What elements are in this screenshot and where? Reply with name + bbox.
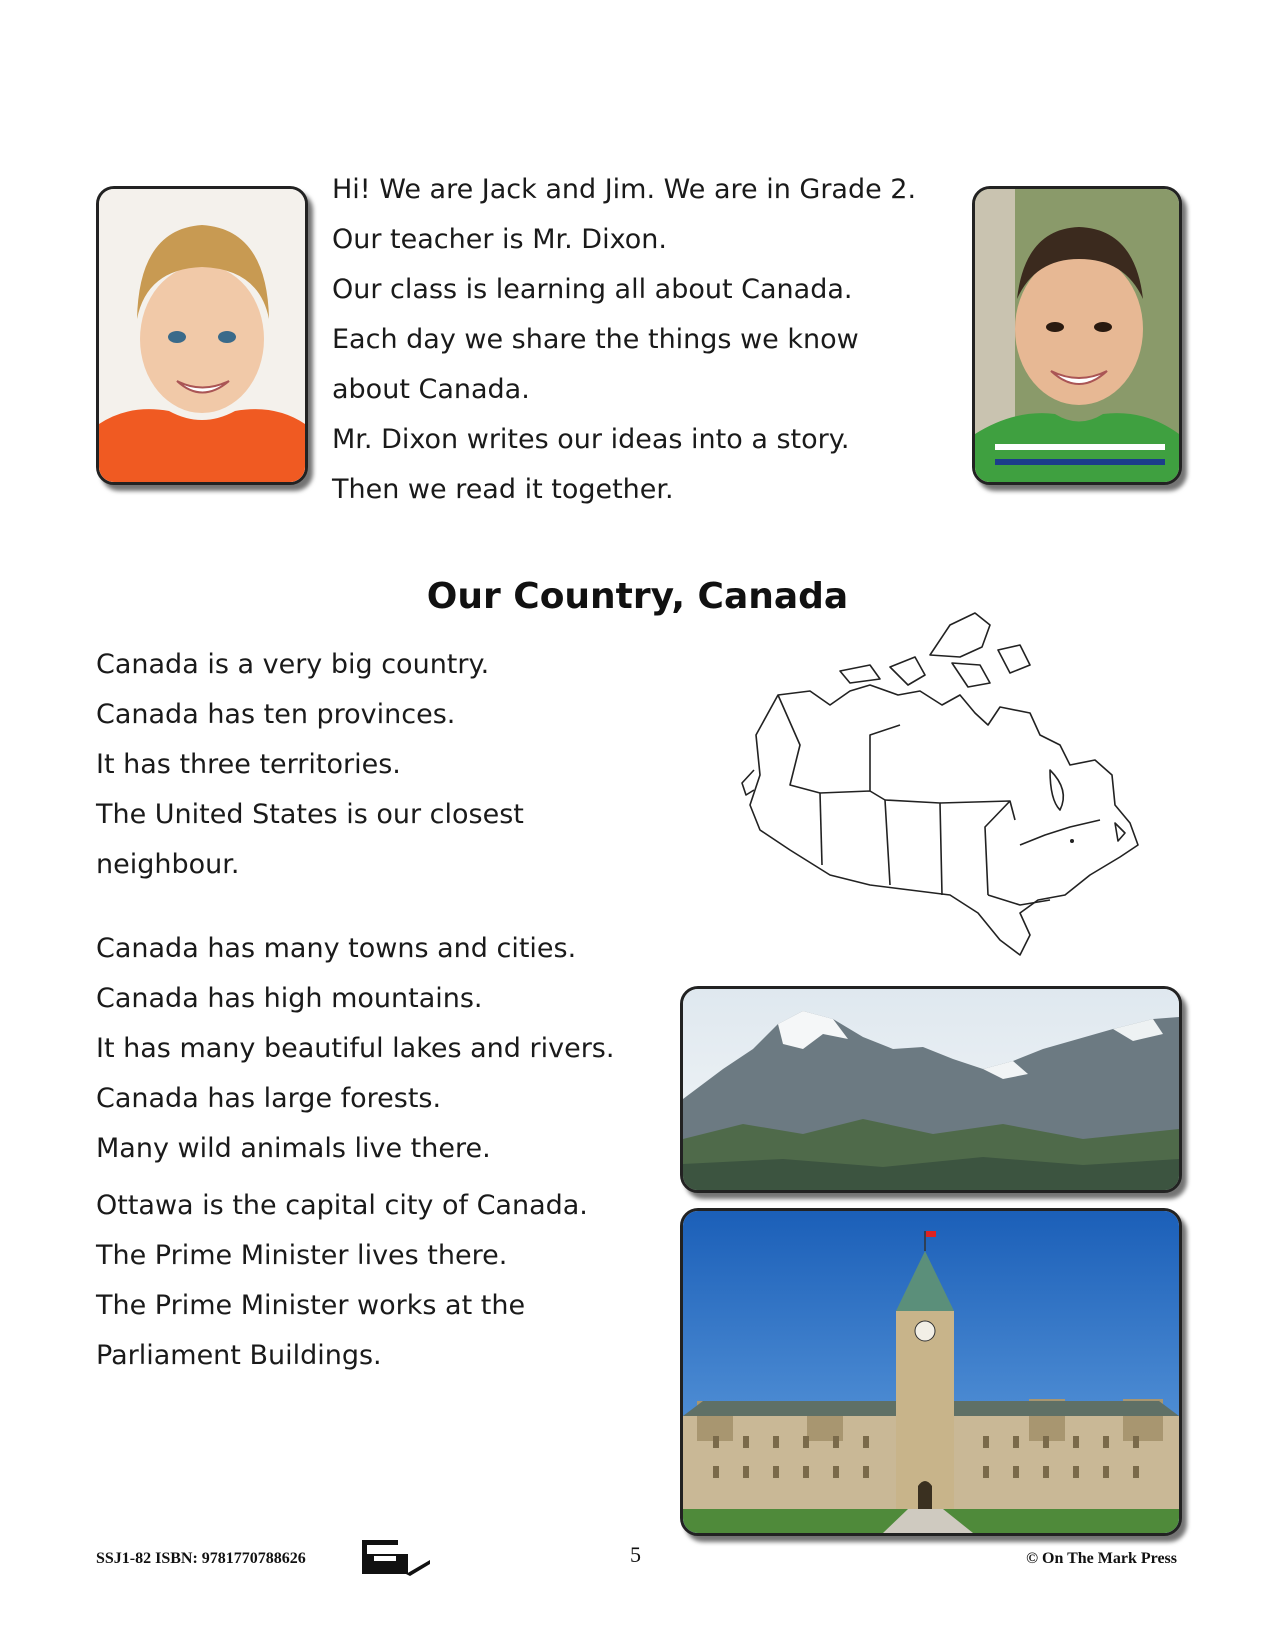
parliament-photo (680, 1208, 1182, 1536)
paragraph-line: It has many beautiful lakes and rivers. (96, 1033, 615, 1064)
mountains-photo (680, 986, 1182, 1193)
intro-line: Then we read it together. (332, 474, 674, 505)
paragraph-line: Many wild animals live there. (96, 1133, 491, 1164)
paragraph-3 (96, 1181, 588, 1381)
canada-map (720, 595, 1150, 965)
paragraph-line: Canada has large forests. (96, 1083, 442, 1114)
intro-line: Mr. Dixon writes our ideas into a story. (332, 424, 850, 455)
paragraph-line: Canada has high mountains. (96, 983, 483, 1014)
footer-code: SSJ1-82 ISBN: 9781770788626 (96, 1550, 306, 1567)
paragraph-line: It has three territories. (96, 749, 401, 780)
paragraph-line: Ottawa is the capital city of Canada. (96, 1190, 588, 1221)
paragraph-line: neighbour. (96, 849, 240, 880)
printer-logo-icon (360, 1540, 432, 1576)
intro-text (332, 165, 916, 515)
paragraph-line: The Prime Minister works at the (96, 1290, 526, 1321)
paragraph-1 (96, 640, 524, 890)
page-number: 5 (630, 1542, 641, 1567)
paragraph-line: Parliament Buildings. (96, 1340, 382, 1371)
copyright: © On The Mark Press (1026, 1550, 1177, 1567)
boy-photo-jim (972, 186, 1182, 485)
intro-line: Each day we share the things we know (332, 324, 859, 355)
intro-line: about Canada. (332, 374, 530, 405)
section-title: Our Country, Canada (426, 576, 849, 617)
paragraph-line: Canada has ten provinces. (96, 699, 456, 730)
paragraph-line: Canada is a very big country. (96, 649, 490, 680)
intro-line: Our class is learning all about Canada. (332, 274, 853, 305)
intro-line: Hi! We are Jack and Jim. We are in Grade 2. (332, 174, 917, 205)
paragraph-line: The United States is our closest (96, 799, 524, 830)
paragraph-line: Canada has many towns and cities. (96, 933, 577, 964)
intro-line: Our teacher is Mr. Dixon. (332, 224, 667, 255)
paragraph-line: The Prime Minister lives there. (96, 1240, 508, 1271)
paragraph-2 (96, 924, 614, 1174)
boy-photo-jack (96, 186, 308, 485)
